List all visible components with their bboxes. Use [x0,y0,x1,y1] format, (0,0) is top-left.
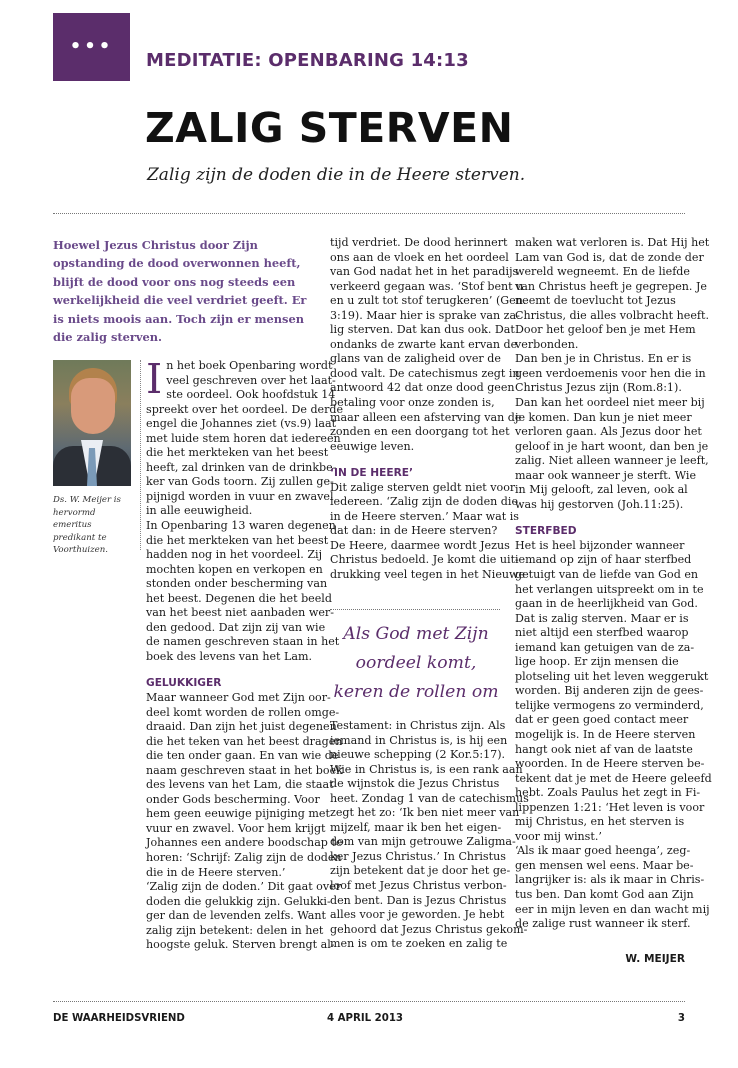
text-line: die in de Heere sterven.’ [146,865,286,879]
column1-body [146,355,344,664]
text-line: voor mij winst.’ [515,829,602,843]
text-line: 3:19). Maar hier is sprake van za- [330,308,520,322]
text-line: ondanks de zwarte kant ervan de [330,337,518,351]
text-line: worden. Bij anderen zijn de gees- [515,684,704,698]
text-line: langrijker is: als ik maar in Chris- [515,873,705,887]
text-line: dom van mijn getrouwe Zaligma- [330,835,516,849]
caption-divider [140,360,141,550]
text-line: in alle eeuwigheid. [146,504,253,518]
text-line: Dit zalige sterven geldt niet voor [330,480,516,494]
text-line: Christus, die alles volbracht heeft. [515,308,709,322]
text-line: niet altijd een sterfbed waarop [515,626,689,640]
footer-date: 4 APRIL 2013 [327,1013,404,1024]
text-line: maken wat verloren is. Dat Hij het [515,236,710,249]
text-line: ons aan de vloek en het oordeel [330,250,509,264]
text-line: getuigt van de liefde van God en [515,567,699,581]
text-line: telijke vermogens zo verminderd, [515,698,704,712]
text-line: hoogste geluk. Sterven brengt al- [146,938,335,952]
text-line: des levens van het Lam, die staat [146,778,334,792]
text-line: het verlangen uitspreekt om in te [515,582,704,596]
text-line: maar alleen een afsterving van de [330,410,522,424]
text-line: Dan kan het oordeel niet meer bij [515,396,705,410]
column3-body-continued [515,538,712,932]
text-line: Johannes een andere boodschap te [146,836,343,850]
text-line: dat dan: in de Heere sterven? [330,524,498,538]
text-line: nieuwe schepping (2 Kor.5:17). [330,748,506,762]
text-line: iemand in Christus is, is hij een [330,733,508,747]
text-line: was hij gestorven (Joh.11:25). [515,497,684,511]
text-line: dat er geen goed contact meer [515,713,689,727]
text-line: hem geen eeuwige pijniging met [146,807,330,821]
text-line: met luide stem horen dat iedereen [146,431,341,445]
text-line: woorden. In de Heere sterven be- [515,757,705,771]
text-line: iemand op zijn of haar sterfbed [515,553,692,567]
pull-quote-line: oordeel komt, [355,653,477,673]
text-line: verbonden. [515,337,579,351]
text-line: heeft, zal drinken van de drinkbe- [146,460,337,474]
text-line: gen mensen wel eens. Maar be- [515,858,694,872]
text-line: de namen geschreven staan in het [146,635,340,649]
text-line: gaan in de heerlijkheid van God. [515,597,698,611]
text-line: hebt. Zoals Paulus het zegt in Fi- [515,786,701,800]
text-line: zijn betekent dat je door het ge- [330,864,511,878]
text-line: hadden nog in het voordeel. Zij [146,548,323,562]
text-line: deel komt worden de rollen omge- [146,705,340,719]
text-line: die het merkteken van het beest [146,533,329,547]
text-line: eeuwige leven. [330,439,415,453]
article-column-2-lower [330,719,529,952]
article-title: ZALIG STERVEN [145,104,514,152]
text-line: mogelijk is. In de Heere sterven [515,728,696,741]
text-line: n het boek Openbaring wordt [166,359,333,372]
column2-body-continued [330,480,526,583]
text-line: Wie in Christus is, is een rank aan [330,762,523,776]
text-line: geen verdoemenis voor hen die in [515,366,706,380]
section-label: MEDITATIE: OPENBARING 14:13 [146,50,469,71]
text-line: Dan ben je in Christus. En er is [515,352,692,366]
text-line: zonden en een doorgang tot het [330,425,510,439]
text-line: den gedood. Dat zijn zij van wie [146,620,326,634]
text-line: ste oordeel. Ook hoofdstuk 14 [166,388,336,402]
text-line: gehoord dat Jezus Christus gekom- [330,922,528,936]
text-line: draaid. Dan zijn het juist degenen [146,720,337,734]
text-line: tekent dat je met de Heere geleefd [515,771,712,785]
section-heading-sterfbed: STERFBED [515,525,577,538]
divider-top [53,213,685,214]
text-line: iemand kan getuigen van de za- [515,640,695,654]
text-line: zalig zijn betekent: delen in het [146,923,324,937]
text-line: vuur en zwavel. Voor hem krijgt [146,821,326,835]
pull-quote-line: keren de rollen om [333,682,499,702]
text-line: en u zult tot stof terugkeren’ (Gen. [330,294,527,308]
text-line: boek des levens van het Lam. [146,649,313,663]
text-line: horen: ‘Schrijf: Zalig zijn de doden [146,851,342,864]
text-line: van het beest niet aanbaden wer- [146,606,334,620]
column2-body [330,236,527,454]
text-line: zalig. Niet alleen wanneer je leeft, [515,454,709,468]
magazine-logo [53,13,130,81]
text-line: ker Jezus Christus.’ In Christus [330,849,506,863]
text-line: lippenzen 1:21: ‘Het leven is voor [515,800,705,814]
pull-quote [330,620,502,707]
text-line: verkeerd gegaan was. ‘Stof bent u [330,279,524,293]
text-line: dood valt. De catechismus zegt in [330,366,520,380]
column1-body-continued [146,690,343,953]
text-line: Dat is zalig sterven. Maar er is [515,611,689,625]
section-heading-in-de-heere: ‘IN DE HEERE’ [330,467,413,480]
photo-caption: Ds. W. Meijer is hervormd emeritus predikant te Voorthuizen. [53,495,121,556]
text-line: zegt het zo: ‘Ik ben niet meer van [330,806,520,820]
text-line: maar ook wanneer je sterft. Wie [515,468,697,482]
text-line: Door het geloof ben je met Hem [515,323,696,337]
text-line: antwoord 42 dat onze dood geen [330,381,515,395]
text-line: in Mij gelooft, zal leven, ook al [515,483,688,497]
text-line: van God nadat het in het paradijs [330,265,519,279]
article-column-2 [330,236,527,583]
text-line: engel die Johannes ziet (vs.9) laat [146,417,337,431]
text-line: lige hoop. Er zijn mensen die [515,655,679,669]
text-line: mij Christus, en het sterven is [515,815,685,829]
text-line: ‘Zalig zijn de doden.’ Dit gaat over [146,880,341,894]
text-line: de zalige rust wanneer ik sterf. [515,917,691,931]
text-line: de wijnstok die Jezus Christus [330,777,500,791]
text-line: glans van de zaligheid over de [330,352,501,366]
text-line: spreekt over het oordeel. De derde [146,402,344,416]
text-line: Lam van God is, dat de zonde der [515,250,704,264]
text-line: Christus Jezus zijn (Rom.8:1). [515,381,682,395]
text-line: lig sterven. Dat kan dus ook. Dat [330,323,515,337]
text-line: die het teken van het beest dragen [146,734,343,748]
text-line: iedereen. ‘Zalig zijn de doden die [330,495,519,509]
drop-cap: I [146,355,163,403]
text-line: onder Gods bescherming. Voor [146,792,320,806]
text-line: van Christus heeft je gegrepen. Je [515,279,707,293]
footer-page-number: 3 [677,1013,685,1024]
text-line: tijd verdriet. De dood herinnert [330,236,508,249]
text-line: mijzelf, maar ik ben het eigen- [330,820,502,834]
text-line: men is om te zoeken en zalig te [330,937,508,951]
text-line: Het is heel bijzonder wanneer [515,538,685,552]
article-subtitle: Zalig zijn de doden die in de Heere sterven. [147,165,526,185]
text-line: pijnigd worden in vuur en zwavel [146,489,334,503]
text-line: plotseling uit het leven weggerukt [515,669,709,683]
pullquote-divider [330,609,500,610]
text-line: ker van Gods toorn. Zij zullen ge- [146,475,334,489]
article-column-1 [146,355,344,953]
text-line: doden die gelukkig zijn. Gelukki- [146,894,331,908]
text-line: ger dan de levenden zelfs. Want [146,909,326,923]
divider-bottom [53,1001,685,1002]
text-line: Maar wanneer God met Zijn oor- [146,690,331,704]
text-line: ‘Als ik maar goed heenga’, zeg- [515,844,691,858]
footer-publication: DE WAARHEIDSVRIEND [53,1013,185,1024]
text-line: wereld wegneemt. En de liefde [515,265,690,279]
text-line: het beest. Degenen die het beeld [146,591,332,605]
text-line: loof met Jezus Christus verbon- [330,879,507,893]
intro-paragraph: Hoewel Jezus Christus door Zijn opstanding de dood overwonnen heeft, blijft de dood voor ons nog steeds een werkelijkheid die veel verdriet geeft. Er is niets moois aan. Toch zijn er mensen die zalig sterven. [53,238,307,345]
text-line: hangt ook niet af van de laatste [515,742,693,756]
text-line: verloren gaan. Als Jezus door het [515,425,702,439]
text-line: eer in mijn leven en dan wacht mij [515,902,710,916]
text-line: De Heere, daarmee wordt Jezus [330,538,510,552]
author-signature: W. MEIJER [625,953,685,965]
text-line: mochten kopen en verkopen en [146,562,323,576]
text-line: betaling voor onze zonden is, [330,396,495,410]
dots-icon: ••• [69,36,114,57]
section-heading-gelukkiger: GELUKKIGER [146,677,222,690]
text-line: neemt de toevlucht tot Jezus [515,294,676,308]
article-column-3 [515,236,712,932]
text-line: Testament: in Christus zijn. Als [330,719,506,732]
text-line: veel geschreven over het laat- [166,373,336,387]
pull-quote-line: Als God met Zijn [343,624,489,644]
text-line: In Openbaring 13 waren degenen [146,519,336,533]
text-line: stonden onder bescherming van [146,577,328,591]
text-line: Christus bedoeld. Je komt die uit- [330,553,519,567]
text-line: den bent. Dan is Jezus Christus [330,893,507,907]
text-line: in de Heere sterven.’ Maar wat is [330,509,519,523]
text-line: heet. Zondag 1 van de catechismus [330,791,529,805]
text-line: die ten onder gaan. En van wie de [146,749,339,763]
text-line: drukking veel tegen in het Nieuwe [330,567,526,581]
text-line: alles voor je geworden. Je hebt [330,908,505,922]
text-line: die het merkteken van het beest [146,446,329,460]
column3-body [515,236,710,512]
text-line: je komen. Dan kun je niet meer [515,410,692,424]
text-line: geloof in je hart woont, dan ben je [515,439,709,453]
text-line: naam geschreven staat in het boek [146,763,343,777]
text-line: tus ben. Dan komt God aan Zijn [515,888,694,902]
column2-body-lower [330,719,529,952]
author-photo [53,360,131,486]
